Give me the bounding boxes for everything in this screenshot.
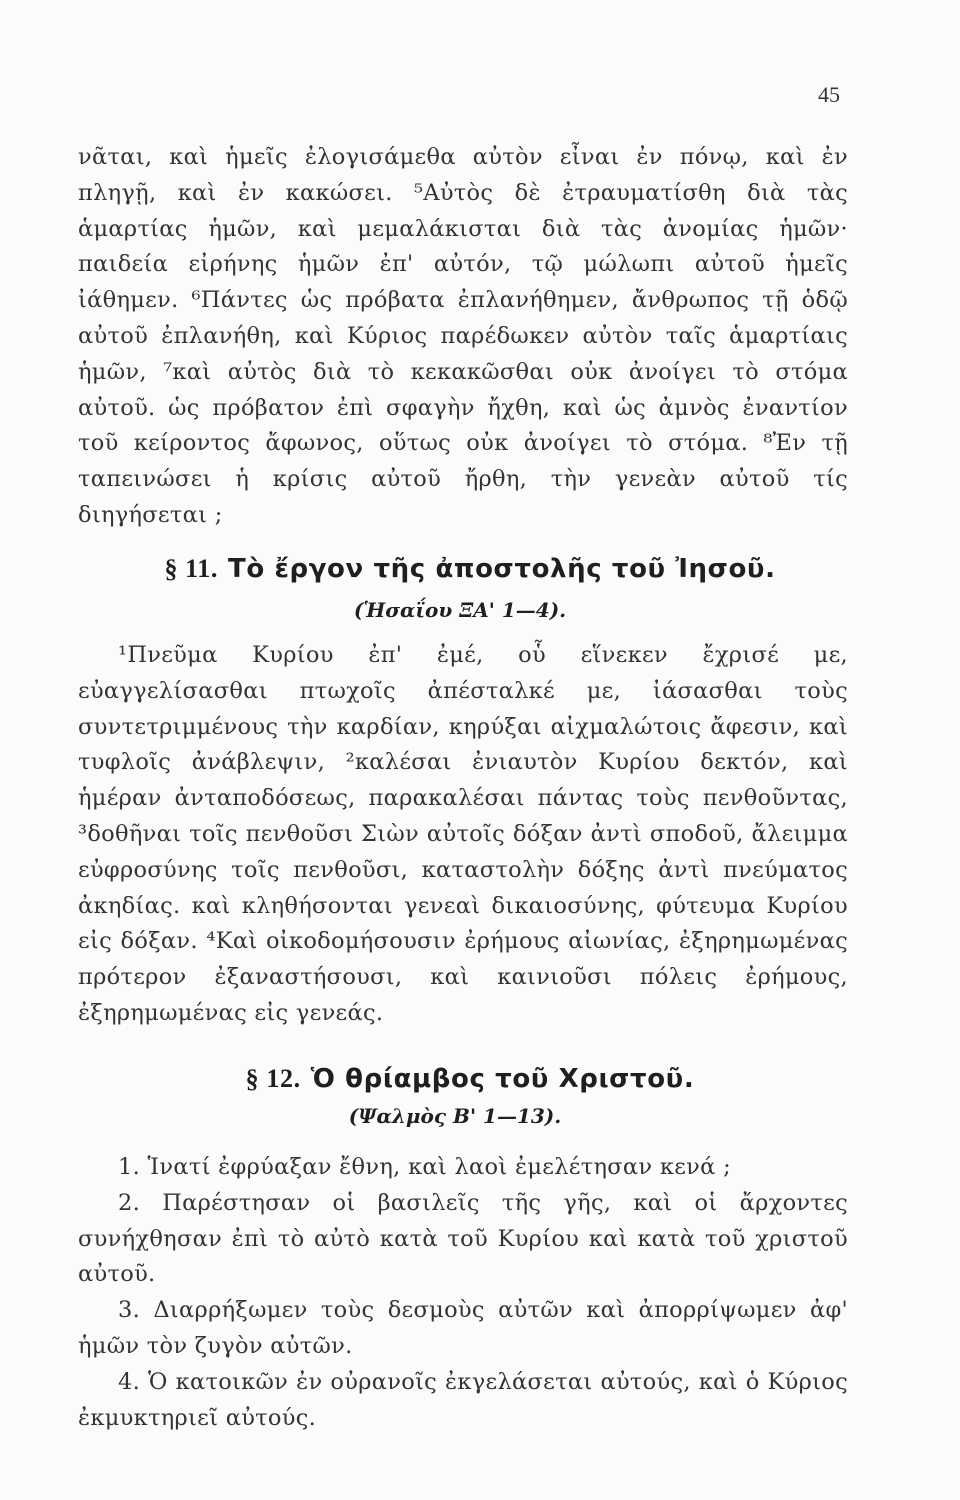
passage-isaiah-continuation [78, 140, 848, 534]
page-number: 45 [818, 82, 840, 107]
paragraph: νᾶται, καὶ ἡμεῖς ἐλογισάμεθα αὐτὸν εἶναι ἐν πόνῳ, καὶ ἐν πληγῇ, καὶ ἐν κακώσει. ⁵Αὐτὸς δὲ ἐτραυματίσθη διὰ τὰς ἁμαρτίας ἡμῶν, καὶ μεμαλάκισται διὰ τὰς ἀνομίας ἡμῶν· παιδεία εἰρήνης ἡμῶν ἐπ' αὐτόν, τῷ μώλωπι αὐτοῦ ἡμεῖς ἰάθημεν. ⁶Πάντες ὡς πρόβατα ἐπλανήθημεν, ἄνθρωπος τῇ ὁδῷ αὐτοῦ ἐπλανήθη, καὶ Κύριος παρέδωκεν αὐτὸν ταῖς ἁμαρτίαις ἡμῶν, ⁷καὶ αὐτὸς διὰ τὸ κεκακῶσθαι οὐκ ἀνοίγει τὸ στόμα αὐτοῦ. ὡς πρόβατον ἐπὶ σφαγὴν ἤχθη, καὶ ὡς ἀμνὸς ἐναντίον τοῦ κείροντος ἄφωνος, οὕτως οὐκ ἀνοίγει τὸ στόμα. ⁸Ἐν τῇ ταπεινώσει ἡ κρίσις αὐτοῦ ἤρθη, τὴν γενεὰν αὐτοῦ τίς διηγήσεται ; [78, 144, 848, 528]
section-number: § 12. [245, 1064, 301, 1093]
section-reference-12: (Ψαλμὸς Β' 1—13). [348, 1104, 562, 1128]
verse: 4. Ὁ κατοικῶν ἐν οὐρανοῖς ἐκγελάσεται αὐτούς, καὶ ὁ Κύριος ἐκμυκτηριεῖ αὐτούς. [78, 1368, 848, 1431]
section-heading-12 [0, 1064, 950, 1094]
verse: 1. Ἱνατί ἐφρύαξαν ἔθνη, καὶ λαοὶ ἐμελέτησαν κενά ; [118, 1154, 731, 1180]
passage-section-11 [78, 638, 848, 1032]
verse: 2. Παρέστησαν οἱ βασιλεῖς τῆς γῆς, καὶ οἱ ἄρχοντες συνήχθησαν ἐπὶ τὸ αὐτὸ κατὰ τοῦ Κυρίου καὶ κατὰ τοῦ χριστοῦ αὐτοῦ. [78, 1189, 848, 1288]
section-number: § 11. [164, 554, 219, 583]
section-title: Ὁ θρίαμβος τοῦ Χριστοῦ. [310, 1064, 695, 1094]
passage-section-12 [78, 1150, 848, 1436]
section-reference-11: (Ἡσαΐου ΞΑ' 1—4). [353, 598, 567, 622]
section-title: Τὸ ἔργον τῆς ἀποστολῆς τοῦ Ἰησοῦ. [228, 554, 776, 584]
paragraph: ¹Πνεῦμα Κυρίου ἐπ' ἐμέ, οὗ εἵνεκεν ἔχρισέ με, εὐαγγελίσασθαι πτωχοῖς ἀπέσταλκέ με, ἰάσασθαι τοὺς συντετριμμένους τὴν καρδίαν, κηρύξαι αἰχμαλώτοις ἄφεσιν, καὶ τυφλοῖς ἀνάβλεψιν, ²καλέσαι ἐνιαυτὸν Κυρίου δεκτόν, καὶ ἡμέραν ἀνταποδόσεως, παρακαλέσαι πάντας τοὺς πενθοῦντας, ³δοθῆναι τοῖς πενθοῦσι Σιὼν αὐτοῖς δόξαν ἀντὶ σποδοῦ, ἄλειμμα εὐφροσύνης τοῖς πενθοῦσι, καταστολὴν δόξης ἀντὶ πνεύματος ἀκηδίας. καὶ κληθήσονται γενεαὶ δικαιοσύνης, φύτευμα Κυρίου εἰς δόξαν. ⁴Καὶ οἰκοδομήσουσιν ἐρήμους αἰωνίας, ἐξηρημωμένας πρότερον ἐξαναστήσουσι, καὶ καινιοῦσι πόλεις ἐρήμους, ἐξηρημωμένας εἰς γενεάς. [78, 642, 848, 1026]
verse: 3. Διαρρήξωμεν τοὺς δεσμοὺς αὐτῶν καὶ ἀπορρίψωμεν ἀφ' ἡμῶν τὸν ζυγὸν αὐτῶν. [78, 1297, 848, 1359]
section-heading-11 [0, 554, 950, 584]
